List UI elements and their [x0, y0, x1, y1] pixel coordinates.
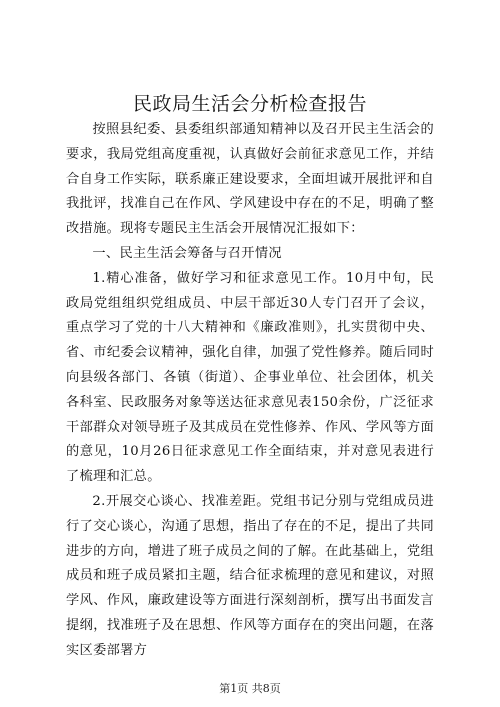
document-title: 民政局生活会分析检查报告 — [132, 93, 367, 115]
intro-paragraph: 按照县纪委、县委组织部通知精神以及召开民主生活会的要求，我局党组高度重视，认真做好会前征求意见工作，并结合自身工作实际，联系廉正建设要求，全面坦诚开展批评和自我批评，找准自己在作风、学风建设中存在的不足，明确了整改措施。现将专题民主生活会开展情况汇报如下： — [66, 122, 434, 237]
section-heading: 一、民主生活会筹备与召开情况 — [92, 245, 282, 261]
body-paragraph-heart-to-heart-talks: 2.开展交心谈心、找准差距。党组书记分别与党组成员进行了交心谈心，沟通了思想，指出了存在的不足，提出了共同进步的方向，增进了班子成员之间的了解。在此基础上，党组成员和班子成员紧扣主题，结合征求梳理的意见和建议，对照学风、作风，廉政建设等方面进行深刻剖析，撰写出书面发言提纲，找准班子及在思想、作风等方面存在的突出问题，在落实区委部署方 — [66, 493, 434, 658]
body-paragraph-preparation: 1.精心准备，做好学习和征求意见工作。10月中旬，民政局党组组织党组成员、中层干部近30人专门召开了会议，重点学习了党的十八大精神和《廉政准则》，扎实贯彻中央、省、市纪委会议精神，强化自律，加强了党性修养。随后同时向县级各部门、各镇（街道）、企事业单位、社会团体，机关各科室、民政服务对象等送达征求意见表150余份，广泛征求干部群众对领导班子及其成员在党性修养、作风、学风等方面的意见，10月26日征求意见工作全面结束，并对意见表进行了梳理和汇总。 — [66, 270, 434, 485]
page-number: 第1页 共8页 — [219, 682, 281, 695]
document-body — [66, 118, 434, 664]
